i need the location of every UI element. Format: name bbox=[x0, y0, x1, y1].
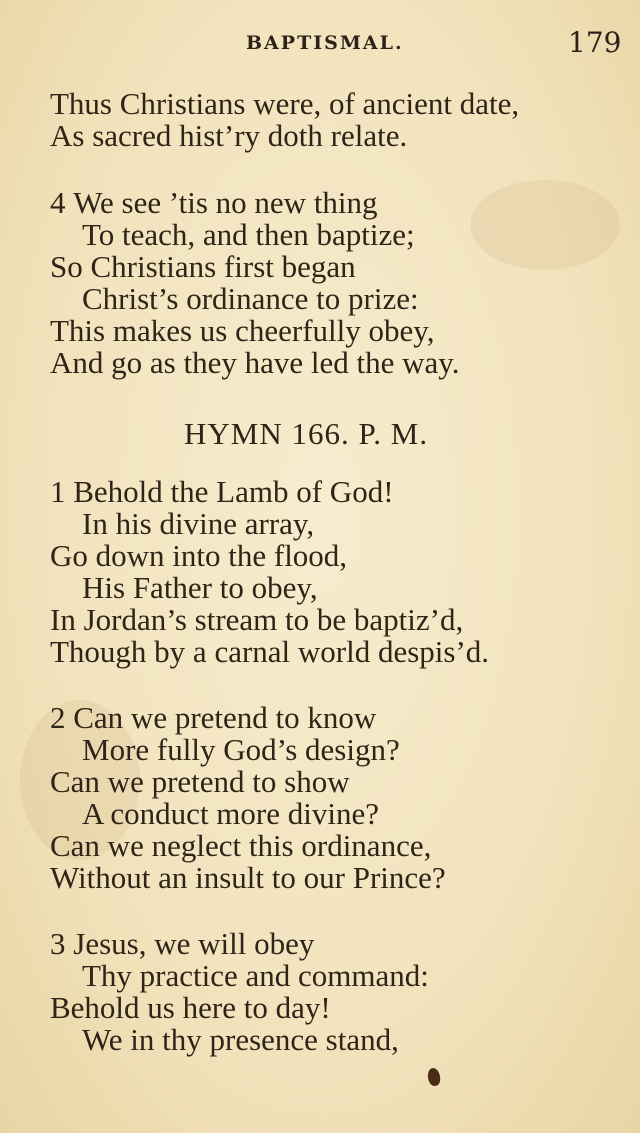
verse-line: Christ’s ordinance to prize: bbox=[82, 281, 419, 316]
verse-line bbox=[50, 928, 314, 960]
running-head-title: BAPTISMAL. bbox=[246, 32, 404, 54]
verse-line: In his divine array, bbox=[82, 506, 315, 541]
verse-line: To teach, and then baptize; bbox=[82, 217, 415, 252]
verse-line bbox=[50, 187, 378, 219]
verse-line-text: Jesus, we will obey bbox=[73, 926, 315, 961]
verse-number: 2 bbox=[50, 700, 66, 735]
verse-line: More fully God’s design? bbox=[82, 732, 400, 767]
verse-line: Go down into the flood, bbox=[50, 538, 348, 573]
verse-number: 4 bbox=[50, 185, 66, 220]
verse-number: 3 bbox=[50, 926, 66, 961]
verse-line: Can we neglect this ordinance, bbox=[50, 828, 432, 863]
verse-line: Though by a carnal world despis’d. bbox=[50, 634, 490, 669]
verse-line: And go as they have led the way. bbox=[50, 345, 460, 380]
verse-line: This makes us cheerfully obey, bbox=[50, 313, 435, 348]
paper-stain bbox=[470, 180, 620, 270]
ink-spot bbox=[427, 1067, 442, 1087]
verse-line: Thy practice and command: bbox=[82, 958, 429, 993]
verse-line bbox=[50, 702, 376, 734]
page-number: 179 bbox=[568, 26, 622, 59]
verse-line: We in thy presence stand, bbox=[82, 1022, 399, 1057]
verse-line: His Father to obey, bbox=[82, 570, 318, 605]
verse-line: Thus Christians were, of ancient date, bbox=[50, 86, 520, 121]
verse-line-text: Behold the Lamb of God! bbox=[73, 474, 394, 509]
verse-line: As sacred hist’ry doth relate. bbox=[50, 118, 408, 153]
verse-line: Without an insult to our Prince? bbox=[50, 860, 446, 895]
running-head bbox=[0, 28, 640, 58]
verse-line: In Jordan’s stream to be baptiz’d, bbox=[50, 602, 464, 637]
verse-number: 1 bbox=[50, 474, 66, 509]
verse-line: Can we pretend to show bbox=[50, 764, 350, 799]
verse-line-text: We see ’tis no new thing bbox=[73, 185, 378, 220]
verse-line-text: Can we pretend to know bbox=[73, 700, 377, 735]
verse-line: So Christians first began bbox=[50, 249, 356, 284]
hymn-title: HYMN 166. P. M. bbox=[184, 416, 429, 451]
verse-line bbox=[50, 476, 394, 508]
verse-line: A conduct more divine? bbox=[82, 796, 379, 831]
verse-line: Behold us here to day! bbox=[50, 990, 331, 1025]
